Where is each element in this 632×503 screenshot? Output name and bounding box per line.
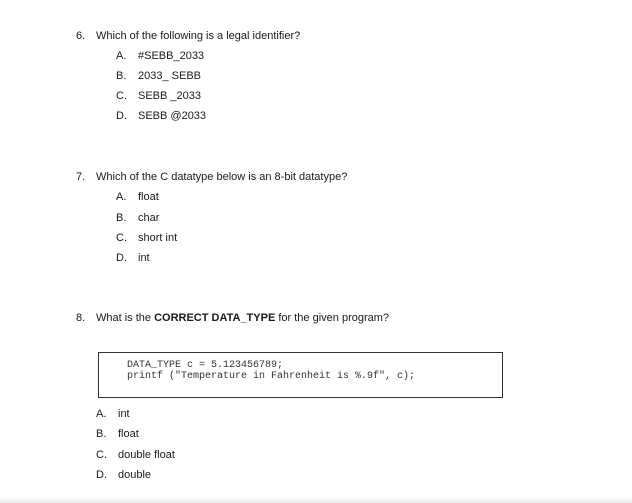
question-6 <box>76 30 300 43</box>
option-letter: D. <box>116 252 127 264</box>
question-8-option-b <box>96 428 139 441</box>
code-line-1: DATA_TYPE c = 5.123456789; <box>127 360 284 371</box>
option-text: SEBB @2033 <box>138 110 207 122</box>
option-text: #SEBB_2033 <box>138 50 205 62</box>
question-6-option-a <box>116 50 204 63</box>
question-number: 6. <box>76 30 86 42</box>
option-text: char <box>138 212 160 224</box>
question-text-after: for the given program? <box>275 312 390 324</box>
question-7-option-d <box>116 252 150 265</box>
option-text: short int <box>138 232 178 244</box>
option-text: double <box>118 469 152 481</box>
question-text-bold: CORRECT DATA_TYPE <box>154 312 276 324</box>
option-text: int <box>118 408 130 420</box>
option-letter: B. <box>116 212 127 224</box>
question-6-option-c <box>116 90 201 103</box>
code-snippet-box <box>98 352 503 398</box>
question-number: 8. <box>76 312 86 324</box>
option-text: SEBB _2033 <box>138 90 201 102</box>
question-7 <box>76 171 347 184</box>
question-7-option-c <box>116 232 177 245</box>
question-text: Which of the C datatype below is an 8-bit datatype? <box>96 171 348 183</box>
option-letter: C. <box>96 449 107 461</box>
option-text: int <box>138 252 150 264</box>
question-text-before: What is the <box>96 312 155 324</box>
option-text: float <box>118 428 139 440</box>
option-letter: D. <box>96 469 107 481</box>
question-6-option-d <box>116 110 206 123</box>
option-letter: B. <box>96 428 107 440</box>
question-7-option-b <box>116 212 159 225</box>
question-8-option-a <box>96 408 130 421</box>
option-letter: D. <box>116 110 127 122</box>
code-line-2: printf ("Temperature in Fahrenheit is %.9f", c); <box>127 371 416 382</box>
option-text: float <box>138 191 159 203</box>
option-letter: A. <box>116 50 127 62</box>
option-text: 2033_ SEBB <box>138 70 201 82</box>
question-6-option-b <box>116 70 201 83</box>
question-8-option-c <box>96 449 175 462</box>
option-letter: C. <box>116 90 127 102</box>
option-letter: B. <box>116 70 127 82</box>
question-text: Which of the following is a legal identifier? <box>96 30 301 42</box>
page-bottom-edge <box>0 497 632 503</box>
option-text: double float <box>118 449 175 461</box>
question-7-option-a <box>116 191 159 204</box>
question-number: 7. <box>76 171 86 183</box>
option-letter: A. <box>96 408 107 420</box>
option-letter: A. <box>116 191 127 203</box>
question-8 <box>76 312 389 325</box>
question-8-option-d <box>96 469 151 482</box>
option-letter: C. <box>116 232 127 244</box>
